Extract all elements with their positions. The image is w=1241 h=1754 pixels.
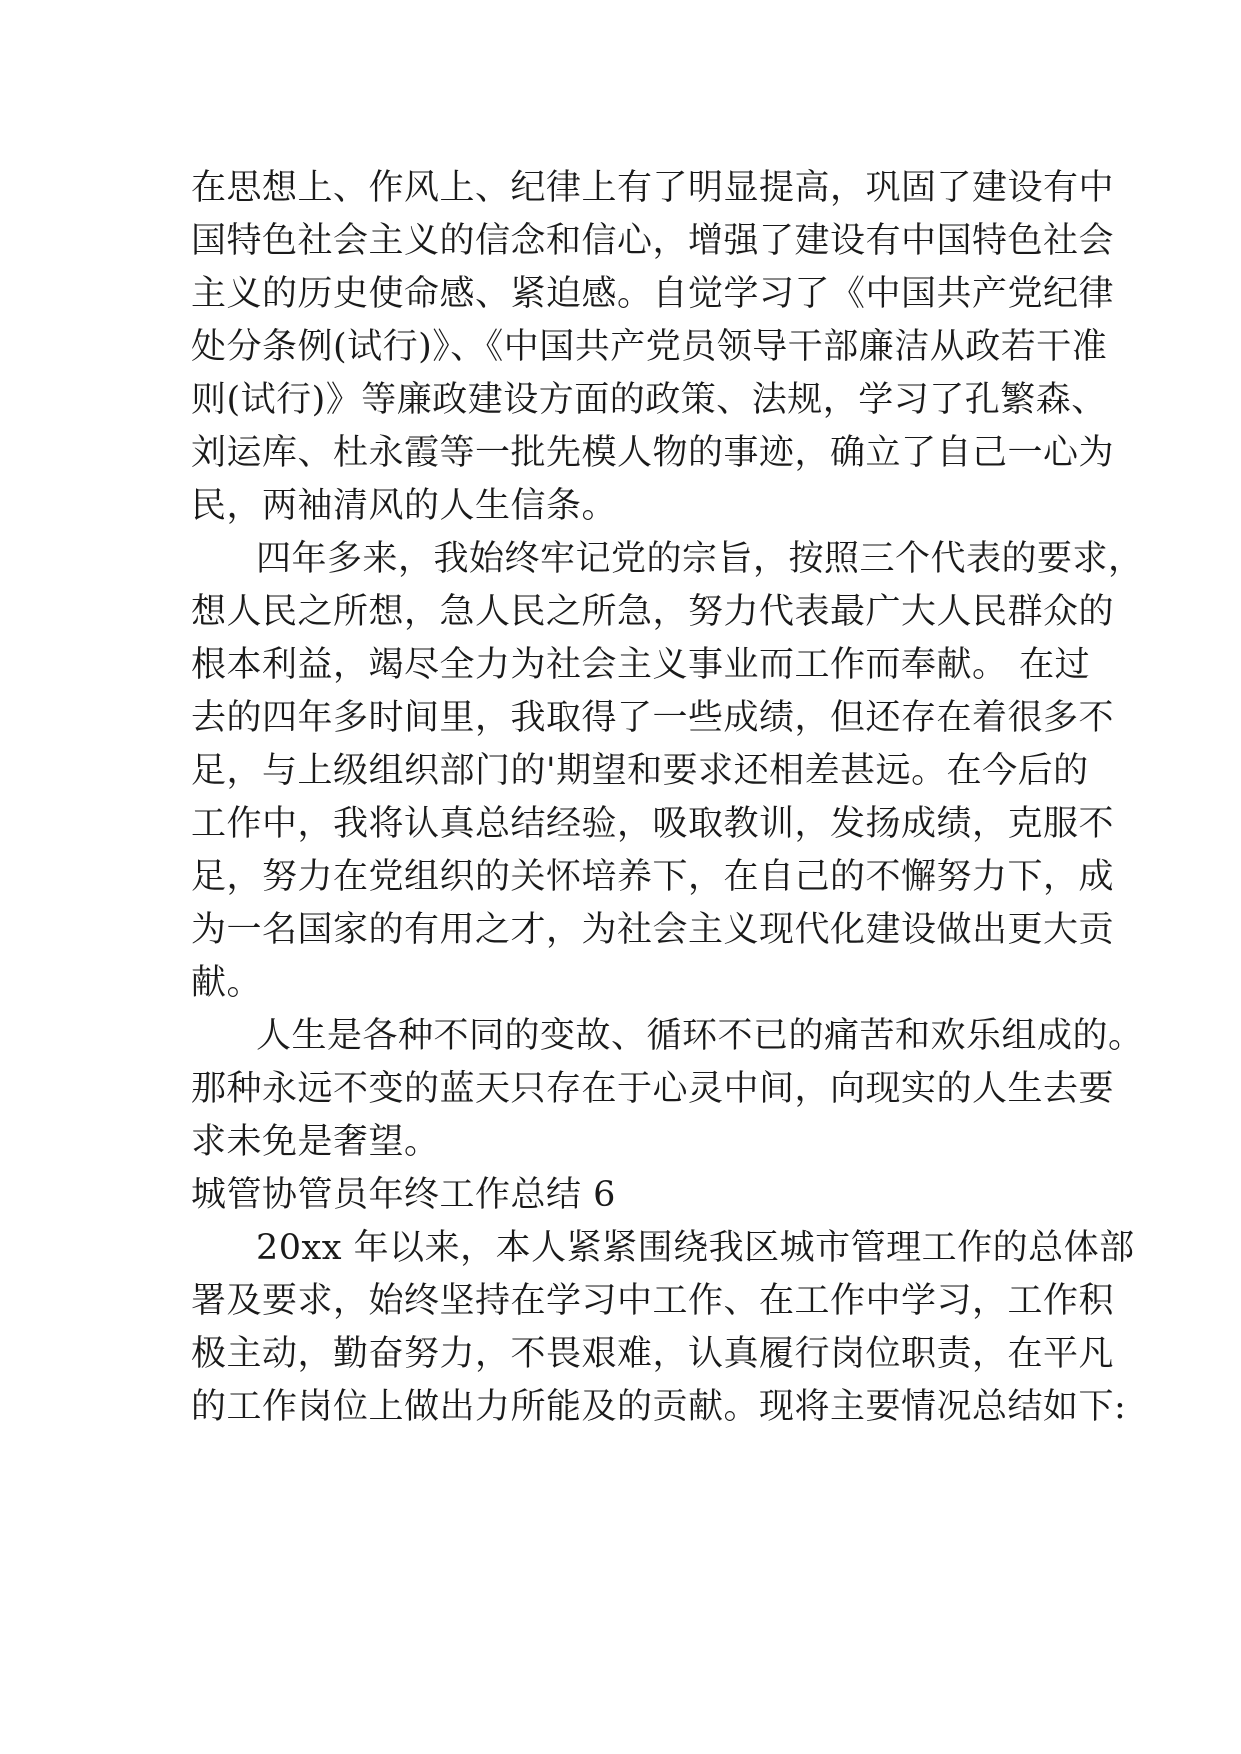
- text-line: 极主动，勤奋努力，不畏艰难，认真履行岗位职责，在平凡: [191, 1334, 1115, 1374]
- text-line: 足，努力在党组织的关怀培养下，在自己的不懈努力下，成: [191, 857, 1115, 897]
- text-line: 则(试行)》等廉政建设方面的政策、法规，学习了孔繁森、: [191, 380, 1107, 420]
- text-line: 署及要求，始终坚持在学习中工作、在工作中学习，工作积: [191, 1281, 1115, 1321]
- text-line: 工作中，我将认真总结经验，吸取教训，发扬成绩，克服不: [191, 804, 1115, 844]
- text-line: 20xx 年以来，本人紧紧围绕我区城市管理工作的总体部: [256, 1228, 1135, 1268]
- text-line: 主义的历史使命感、紧迫感。自觉学习了《中国共产党纪律: [191, 274, 1115, 314]
- text-line: 献。: [191, 963, 263, 1003]
- text-line: 在思想上、作风上、纪律上有了明显提高，巩固了建设有中: [191, 168, 1115, 208]
- text-line: 想人民之所想，急人民之所急，努力代表最广大人民群众的: [191, 592, 1115, 632]
- text-line: 民，两袖清风的人生信条。: [191, 486, 618, 526]
- text-line: 四年多来，我始终牢记党的宗旨，按照三个代表的要求，: [256, 539, 1144, 579]
- text-line: 足，与上级组织部门的'期望和要求还相差甚远。在今后的: [191, 751, 1089, 791]
- text-line: 人生是各种不同的变故、循环不已的痛苦和欢乐组成的。: [256, 1016, 1144, 1056]
- text-line: 国特色社会主义的信念和信心，增强了建设有中国特色社会: [191, 221, 1115, 261]
- text-line: 刘运库、杜永霞等一批先模人物的事迹，确立了自己一心为: [191, 433, 1115, 473]
- text-line: 处分条例(试行)》、《中国共产党员领导干部廉洁从政若干准: [191, 327, 1108, 367]
- text-line: 求未免是奢望。: [191, 1122, 440, 1162]
- section-title: 城管协管员年终工作总结 6: [191, 1175, 616, 1215]
- text-line: 那种永远不变的蓝天只存在于心灵中间，向现实的人生去要: [191, 1069, 1115, 1109]
- text-line: 去的四年多时间里，我取得了一些成绩，但还存在着很多不: [191, 698, 1115, 738]
- text-line: 为一名国家的有用之才，为社会主义现代化建设做出更大贡: [191, 910, 1115, 950]
- text-line: 的工作岗位上做出力所能及的贡献。现将主要情况总结如下:: [191, 1387, 1127, 1427]
- text-line: 根本利益，竭尽全力为社会主义事业而工作而奉献。 在过: [191, 645, 1091, 685]
